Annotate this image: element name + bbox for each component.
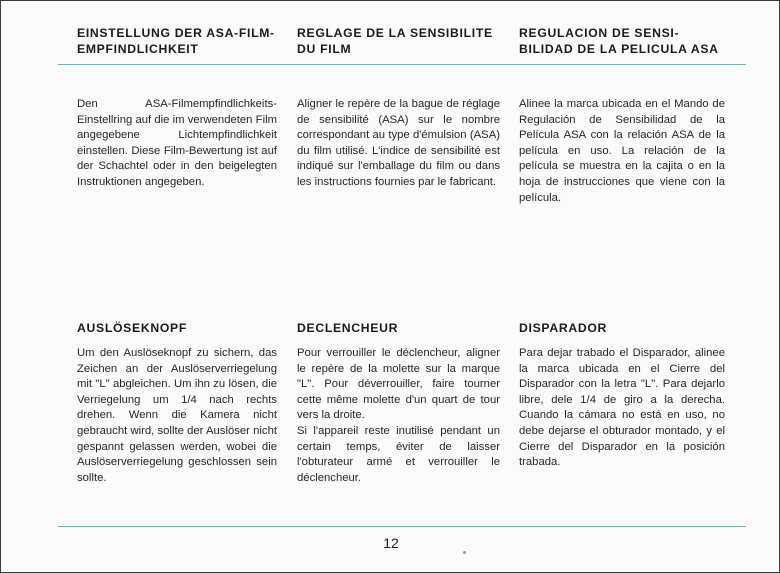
page-number: 12 <box>383 535 399 551</box>
paragraph-shutter-french: Pour verrouiller le déclencheur, aligner le repère de la molette sur la marque "L". Pour déverrouiller, faire tourner cette même molette d'un quart de tour vers la droite. Si l'appareil reste inutilisé pendant un certain temps, éviter de laisser l'obturateur armé et verrouiller le déclencheur. <box>297 347 500 484</box>
heading-shutter-french: DECLENCHEUR <box>297 321 399 335</box>
paragraph-asa-spanish: Alinee la marca ubicada en el Mando de Regulación de Sensibilidad de la Película ASA con la relación ASA de la película en uso. La relación de la película se muestra en la cajita o en la hoja de instrucciones que viene con la película. <box>519 98 725 204</box>
heading-shutter-german: AUSLÖSEKNOPF <box>77 321 187 335</box>
paragraph-asa-german: Den ASA-Filmempfindlichkeits-Einstellring auf die im verwendeten Film angegebene Lichtempfindlichkeit einstellen. Diese Film-Bewertung ist auf der Schachtel oder in den beigelegten Instruktionen angegeben. <box>77 98 277 188</box>
heading-asa-german: EINSTELLUNG DER ASA-FILM- EMPFINDLICHKEIT <box>77 26 275 56</box>
bottom-divider-rule <box>58 526 746 527</box>
paragraph-shutter-german: Um den Auslöseknopf zu sichern, das Zeichen an der Auslöserverriegelung mit "L" abgleichen. Um ihn zu lösen, die Verriegelung um 1/4 nach rechts drehen. Wenn die Kamera nicht gebraucht wird, sollte der Auslöser nicht gespannt gelassen werden, wobei die Auslöserverriegelung geschlossen sein sollte. <box>77 347 277 484</box>
heading-asa-spanish: REGULACION DE SENSI- BILIDAD DE LA PELICULA ASA <box>519 26 719 56</box>
heading-asa-french: REGLAGE DE LA SENSIBILITE DU FILM <box>297 26 493 56</box>
heading-shutter-spanish: DISPARADOR <box>519 321 608 335</box>
paragraph-asa-french: Aligner le repère de la bague de réglage de sensibilité (ASA) sur le nombre correspondant au type d'émulsion (ASA) du film utilisé. L'indice de sensibilité est indiqué sur l'emballage du film ou dans les instructions fournies par le fabricant. <box>297 98 500 188</box>
top-divider-rule <box>58 64 746 65</box>
paragraph-shutter-spanish: Para dejar trabado el Disparador, alinee la marca ubicada en el Cierre del Disparador con la letra "L". Para dejarlo libre, dele 1/4 de giro a la derecha. Cuando la cámara no está en uso, no debe dejarse el obturador montado, y el Cierre del Disparador en la posición trabada. <box>519 347 725 469</box>
print-speck <box>463 551 466 554</box>
